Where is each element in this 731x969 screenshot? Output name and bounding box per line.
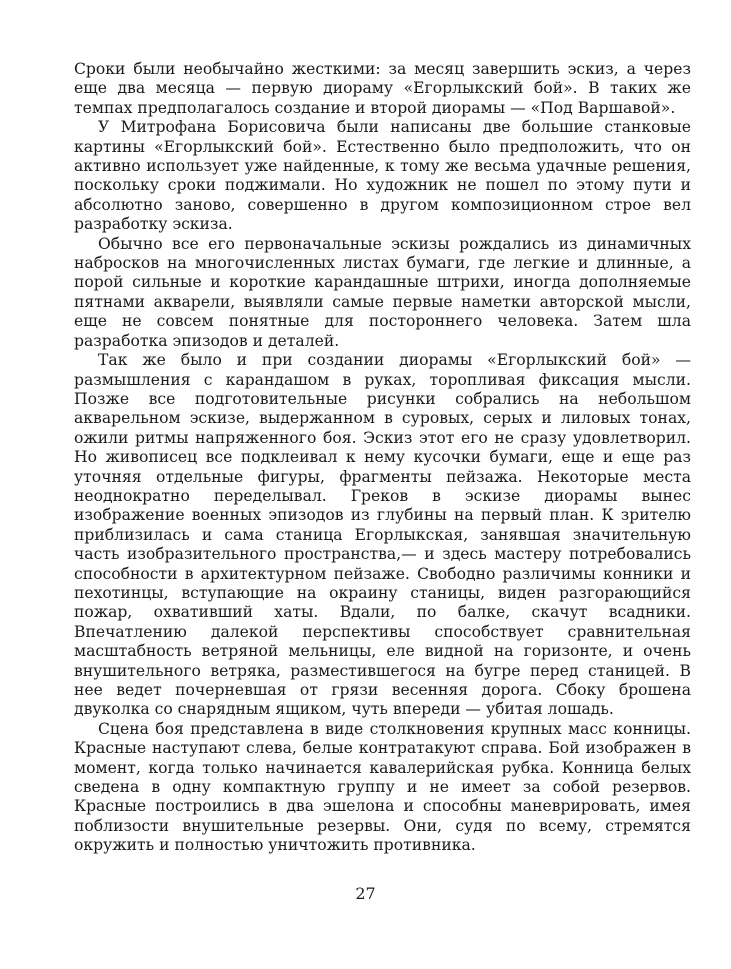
paragraph-2: У Митрофана Борисовича были написаны две большие станковые картины «Егорлыкский бой». Естественно было предположить, что он активно использует уже найденные, к тому же весьма удачные решения, поскольку сроки поджимали. Но художник не пошел по этому пути и абсолютно заново, совершенно в другом композиционном строе вел разработку эскиза. — [74, 118, 691, 234]
paragraph-4: Так же было и при создании диорамы «Егорлыкский бой» — размышления с карандашом в руках, торопливая фиксация мысли. Позже все подготовительные рисунки собрались на небольшом акварельном эскизе, выдержанном в суровых, серых и лиловых тонах, ожили ритмы напряженного боя. Эскиз этот его не сразу удовлетворил. Но живописец все подклеивал к нему кусочки бумаги, еще и еще раз уточняя отдельные фигуры, фрагменты пейзажа. Некоторые места неоднократно переделывал. Греков в эскизе диорамы вынес изображение военных эпизодов из глубины на первый план. К зрителю приблизилась и сама станица Егорлыкская, занявшая значительную часть изобразительного пространства,— и здесь мастеру потребовались способности в архитектурном пейзаже. Свободно различимы конники и пехотинцы, вступающие на окраину станицы, виден разгорающийся пожар, охвативший хаты. Вдали, по балке, скачут всадники. Впечатлению далекой перспективы способствует сравнительная масштабность ветряной мельницы, еле видной на горизонте, и очень внушительного ветряка, разместившегося на бугре перед станицей. В нее ведет почерневшая от грязи весенняя дорога. Сбоку брошена двуколка со снарядным ящиком, чуть впереди — убитая лошадь. — [74, 351, 691, 719]
paragraph-1: Сроки были необычайно жесткими: за месяц завершить эскиз, а через еще два месяца — первую диораму «Егорлыкский бой». В таких же темпах предполагалось создание и второй диорамы — «Под Варшавой». — [74, 60, 691, 117]
paragraph-5: Сцена боя представлена в виде столкновения крупных масс конницы. Красные наступают слева, белые контратакуют справа. Бой изображен в момент, когда только начинается кавалерийская рубка. Конница белых сведена в одну компактную группу и не имеет за собой резервов. Красные построились в два эшелона и способны маневрировать, имея поблизости внушительные резервы. Они, судя по всему, стремятся окружить и полностью уничтожить противника. — [74, 719, 691, 855]
page-number: 27 — [355, 884, 376, 903]
paragraph-3: Обычно все его первоначальные эскизы рождались из динамичных набросков на многочисленных листах бумаги, где легкие и длинные, а порой сильные и короткие карандашные штрихи, иногда дополняемые пятнами акварели, выявляли самые первые наметки авторской мысли, еще не совсем понятные для постороннего человека. Затем шла разработка эпизодов и деталей. — [74, 234, 691, 350]
page-body — [74, 60, 691, 856]
